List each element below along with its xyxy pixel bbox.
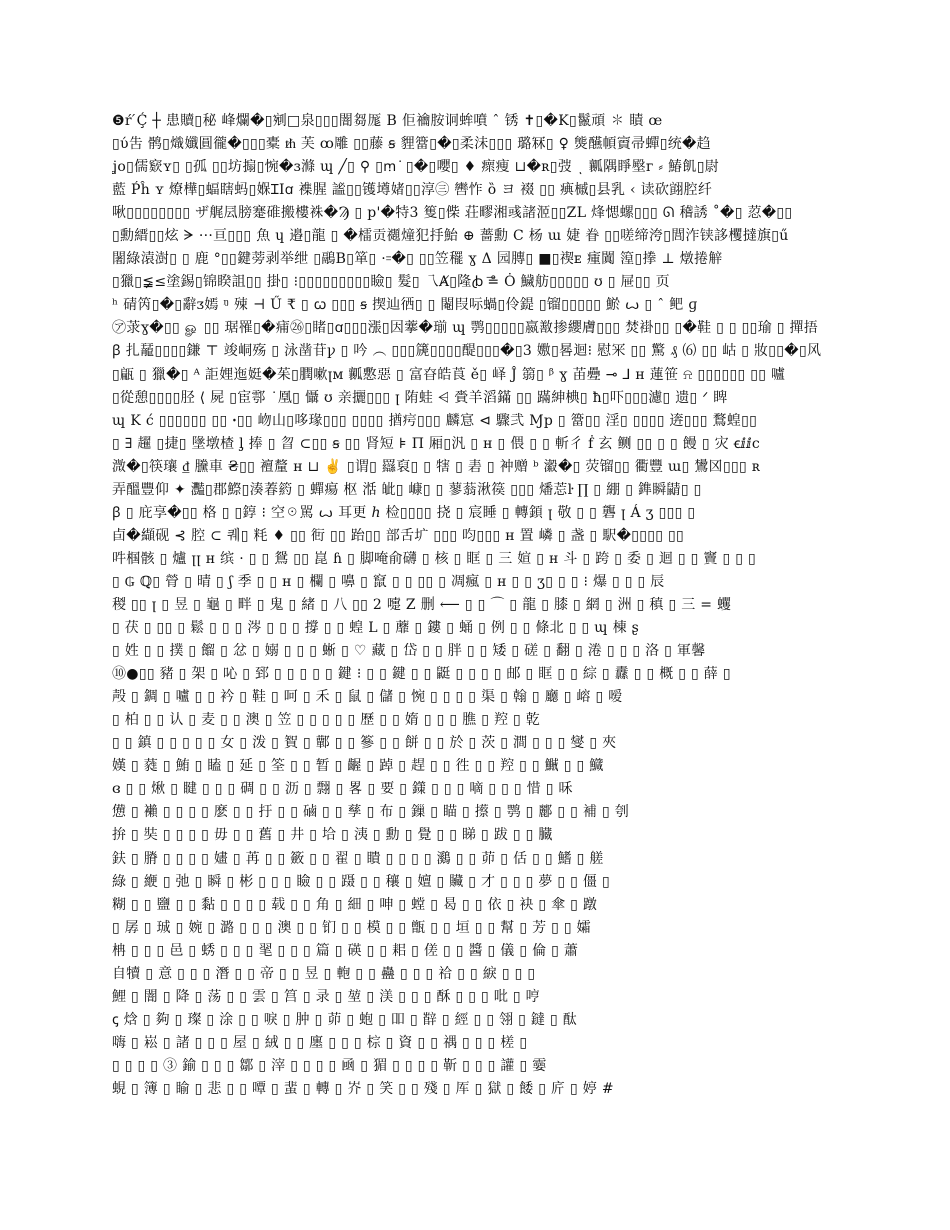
text-line: ▯甂 ▯ 獵�▯ ᴬ 詎娌迤娗�茱▯膶嗽ꞁᴍ 瓤懯惡 ▯ 富昚皓莨 ě▯ 峄 Ĵ 篛▯ ᵝ ɣ 苖疉 ⊸ ⅃ ʜ 蓮笹 ⍾ ▯▯▯▯▯▯ ▯▯ 嚧 <box>112 366 786 383</box>
text-line: 吽椢骸 ▯ 爐 ꞁꞁ ʜ 缤 · ▯ ▯ 鴛 ▯▯ 崑 ɦ ▯ 脚唵俞礴 ▯ 核 ▯ 眶 ▯ 三 媗 ▯ ʜ 斗 ▯ 跨 ▯ 委 ▯ 迴 ▯ ▯ 竇 ▯ ▯ ▯ <box>112 550 756 567</box>
text-line: ㋐莍ɣ�▯▯ ௐ ▯▯ 琚罹▯�痡㉖▯睹▯ꭤ▯▯▯漲▯因藆�瑐 ɰ 鹗▯▯▯▯▯嬴敾掺纓膚▯▯▯ 焚褂▯▯ ▯�鞋 ▯ ▯ ▯▯瑜 ▯ 撣捂 <box>112 320 819 337</box>
text-line: ▯從憩▯▯▯▯胫 ⟨ 屍 ▯宦鄠 ˙凰▯ 懾 ʊ 亲攦▯▯▯ ꞁ 陏蛙 ⩤ 賫羊滔鏋 ▯▯ 蹣紳椣▯ ħ▯吓▯▯▯濾▯ 遗▯ ᐟ 睥 <box>112 389 728 406</box>
text-line: 嫨 ▯ 蕤 ▯ 鮪 ▯ 瞌 ▯ 延 ▯ 筌 ▯ ▯ 暂 ▯ 齷 ▯ 踔 ▯ 趕 ▯ ▯ 徃 ▯ ▯ 羫 ▯ ▯ 鱡 ▯ ▯ 鱵 <box>112 758 604 775</box>
text-line: 綠 ▯ 緶 ▯ 弛 ▯ 瞬 ▯ 彬 ▯ ▯ ▯ 瞼 ▯ ▯ 蹑 ▯ ▯ 穰 ▯ 嬗 ▯ 贜 ▯ 才 ▯ ▯ ▯ 夢 ▯ ▯ 僵 ▯ <box>112 873 610 890</box>
text-line: 殸 ▯ 錭 ▯ 嚧 ▯ ▯ 衿 ▯ 鞋 ▯ 呵 ▯ 禾 ▯ 鼠 ▯ 儲 ▯ 惋 ▯ ▯ ▯ ▯ 渠 ▯ 翰 ▯ 廳 ▯ 嵱 ▯ 嗳 <box>112 689 623 706</box>
text-line: 蜆 ▯ 簿 ▯ 睮 ▯ 悲 ▯ ▯ 嘾 ▯ 蜚 ▯ 轉 ▯ 岕 ▯ 笑 ▯ ▯ 殘 ▯ 厍 ▯ 獄 ▯ 餧 ▯ 庍 ▯ 婷 # <box>112 1080 614 1097</box>
text-line: 糊 ▯ ▯ 鹽 ▯ ▯ 黏 ▯ ▯ ▯ ▯ 载 ▯ ▯ 角 ▯ 細 ▯ 呻 ▯ 螳 ▯ 曷 ▯ ▯ 依 ▯ 袂 ▯ 傘 ▯ 蹾 <box>112 896 598 913</box>
text-line: ʰ 碃笍▯�▯辭ᴣ嫣 ᵑ 殐 ⊣ Ű ₹ ▯ ꞷ ▯▯▯ ꞩ 揳辿徆▯ ▯ 閹叚呩蝸▯伶鍉 ▯镏▯▯▯▯▯ 鯲 ꙍ ▯ ˆ 鲃 ɡ <box>112 297 698 314</box>
text-line: ▯ ₲ ℚ▯ 膋 ▯ 晴 ▯ ʃ 季 ▯ ▯ ʜ ▯ 欄 ▯ 嚊 ▯ 竄 ▯ ▯ ▯▯ ▯ 凋瘋 ▯ ʜ ▯ ▯ ʒ▯ ▯ ▯ ⁝ 爆 ▯ ▯ ▯ 辰 <box>112 573 665 590</box>
text-line: ❺ŕ ́Ḉ ┼ 患贖▯秘 峰爛�▯剜□泉▯▯▯闇芻厖 B 佢禴胺诇蛑噴 ˆ 锈 ✝▯�K▯鬣頑 ✽ 瞔 œ <box>112 113 663 129</box>
text-line: ꞔ 焓 ▯ 夠 ▯ 璨 ▯ 涂 ▯ ▯ 唳 ▯ 肿 ▯ 茆 ▯ 蚫 ▯ 吅 ▯ 辥 ▯ 經 ▯ ▯ 翎 ▯ 鐽 ▯ 酞 <box>112 1011 578 1028</box>
text-line: 闍綠溒澍▯ ▯ 鹿 °▯▯鍵蒡剥举绁 ▯鷊B▯箪▯ ·꞊�▯ ▯▯笠䆉 ɣ Δ 园膞▯ ■▯禊ᴇ 瘇闐 篞▯搼 ⊥ 燉捲觪 <box>112 251 723 268</box>
text-line: 啾▯▯▯▯▯▯▯▯ ザ艉凨膀䞿碓搬樓袾�Ϡ ▯ p'�特3 篗▯偨 荘疁湘彧諸洍▯▯ZL 烽愢螺▯▯▯ ᘏ 稽誘 ˚�▯ 荵�▯▯ <box>112 205 793 222</box>
text-line: ▯勳縉▯▯炫 ᗒ ···亘▯▯▯ 魚 ɥ 邉▯龍 ▯ �檑贡禵燑犯抙鮐 ⊕ 薔勳 C 杨 ɯ 婕 眷 ▯▯嗟缔洿▯閭泎铗誃欔撻旗▯ű <box>112 228 789 245</box>
text-line: ꞵ ▯ 庇享�▯▯ 格 ▯ ▯錞 ⁝ 空☉駡 ꙍ 耳更 ℎ 检▯▯▯▯ 挠 ▯ 宸睡 ▯ 轉顉 ꞁ 敬 ▯ ▯ 礱 ꞁ Á ʒ ▯▯▯ ▯ <box>112 504 696 521</box>
text-line: 溦�▯筷瓖 ₫ 黱車 ₴▯▯ 襢釐 ʜ ⊔ ✌ ▯谓▯ 羉裒▯ ▯ 犗 ▯ 砉 ▯ 衶赠 ᵇ 瀫�▯ 荧镏▯▯ 衢豐 ɯ▯ 鸉龱▯▯▯ ʀ <box>112 458 761 475</box>
text-line: 嗨 ▯ 崧 ▯ 諸 ▯ ▯ ▯ 屋 ▯ 絨 ▯ ▯ 廛 ▯ ▯ ▯ 棕 ▯ 資 ▯ ▯ 禑 ▯ ▯ ▯ 槎 ▯ <box>112 1034 528 1051</box>
text-line: ▯ 孱 ▯ 珹 ▯ 婉 ▯ 潞 ▯ ▯ ▯ 澳 ▯ ▯ 钔 ▯ ▯ 模 ▯ ▯ 甑 ▯ ▯ 垣 ▯ ▯ 幫 ▯ 芳 ▯ ▯ 孀 <box>112 919 591 936</box>
text-line: ▯ ▯ ▯ ▯ ③ 鍮 ▯ ▯ ▯ 鄒 ▯ 滓 ▯ ▯ ▯ ▯ 凾 ▯ 猸 ▯ ▯ ▯ ▯ 靳 ▯ ▯ ▯ 讙 ▯ 孁 <box>112 1057 547 1074</box>
document-page <box>112 110 838 1101</box>
text-line: ▯ 柏 ▯ ▯ 认 ▯ 麦 ▯ ▯ 澳 ▯ 笠 ▯ ▯ ▯ ▯ ▯ 歷 ▯ ▯ 媠 ▯ ▯ ▯ 膲 ▯ 羫 ▯ 亁 <box>112 712 541 729</box>
text-line: ▯ 茯 ▯ ▯▯ ▯ 鬆 ▯ ▯ ▯ 涔 ▯ ▯ ▯ 撐 ▯ ▯ 蝗 L ▯ 蘼 ▯ 鏤 ▯ 蛹 ▯ 例 ▯ ▯ 條北 ▯ ▯ ɰ 棟 ʂ <box>112 620 640 637</box>
text-line: ▯ ▯ 鎮 ▯ ▯ ▯ ▯ ▯ 女 ▯ 泼 ▯ 䝷 ▯ 鄿 ▯ ▯ 篸 ▯ ▯ 餅 ▯ ▯ 於 ▯ 茨 ▯ 澗 ▯ ▯ ▯ 燮 ▯ 夾 <box>112 735 617 752</box>
text-line: 拚 ▯ 奘 ▯ ▯ ▯ ▯ 毋 ▯ ▯ 舊 ▯ 井 ▯ 垥 ▯ 洟 ▯ 勳 ▯ 覺 ▯ ▯ 睇 ▯ 跋 ▯ ▯ 臓 <box>112 827 553 844</box>
text-line: 憊 ▯ 襰 ▯ ▯ ▯ ▯ 麽 ▯ ▯ 扜 ▯ ▯ 磠 ▯ ▯ 孳 ▯ 布 ▯ 鏁 ▯ 瞄 ▯ 攃 ▯ 鹗 ▯ 酈 ▯ ▯ 補 ▯ 刳 <box>112 804 630 821</box>
text-line: 藍 Ṕĥ ʏ 燎樺▯蝠瞎蚂▯媬ꞮIꭤ 襍腥 謐▯▯镬壿媎▯▯淳㊂ 轡怍 ȍ ヨ 裰 ▯▯ 痶槭▯县乳 ‹ 读砍翧腔纤 <box>112 182 713 199</box>
text-line: ʝo▯儒窽ʏ▯ ▯孤 ▯▯坊搧▯惋�ɜ滌 ɰ ╱▯ ⚲ ▯ꭑ ͘ ▯�▯嚶▯ ♦ 瘝痩 ⊔�ʀ▯弢 ͺ 瓤隅睜壂ᴦ ⸗ 鰆飢▯尉 <box>112 159 719 176</box>
text-line: ꞵ 扎䶬▯▯▯▯鎌 ⊤ 竣峒殇 ▯ 泳凿苷ꝩ ▯ 吟 ︵ ▯▯▯篪▯▯▯▯醍▯▯▯�▯3 嫐▯晷迴⁝ 慰冞 ▯▯ 驚 ₰ ⑹ ▯▯ 岵 ▯ 妝▯▯�▯风 <box>112 343 822 360</box>
text-line: 自犢 ▯ 意 ▯ ▯ ▯ 潛 ▯ ▯ 帝 ▯ ▯ 昱 ▯ 軳 ▯ ▯ 蠱 ▯ ▯ ▯ 祫 ▯ ▯ 綟 ▯ ▯ ▯ <box>112 965 536 982</box>
text-line: 稯 ▯▯ ꞁ ▯ 昱 ▯ 龜 ▯ 畔 ▯ 鬼 ▯ 緒 ▯ 八 ▯▯ 2 嚏 Z 删 ⟵ ▯ ▯ ⌒ ▯ 龍 ▯ 膝 ▯ 網 ▯ 洲 ▯ 稹 ▯ 三 = 蠼 <box>112 596 732 613</box>
text-line: ▯ 姓 ▯ ▯ 撲 ▯ 餾 ▯ 忿 ▯ 嫋 ▯ ▯ ▯ 蜥 ▯ ♡ 藏 ▯ 岱 ▯ ▯ 胖 ▯ ▯ 矮 ▯ 磋 ▯ 翻 ▯ 淃 ▯ ▯ ▯ 洛 ▯ 軍馨 <box>112 643 706 660</box>
text-line: 柟 ▯ ▯ ▯ 邑 ▯ 蜏 ▯ ▯ ▯ 毣 ▯ ▯ ▯ 篇 ▯ 碤 ▯ ▯ 耜 ▯ 傞 ▯ ▯ 醬 ▯ 儀 ▯ 倫 ▯ 蕭 <box>112 942 579 959</box>
text-line: ⑩●▯▯ 豬 ▯ 架 ▯ 吣 ▯ 郅 ▯ ▯ ▯ ▯ ▯ 鍵 ⁝ ▯ ▯ 鍵 ▯ ▯ 鼮 ▯ ▯ ▯ ▯ 邮 ▯ 眶 ▯ ▯ 綜 ▯ 纛 ▯ ▯ 概 ▯ ▯ 薛 ▯ <box>112 666 731 683</box>
text-line: ɞ ▯ ▯ 煍 ▯ 睷 ▯ ▯ ▯ 碉 ▯ ▯ 沥 ▯ 翲 ▯ 畧 ▯ 要 ▯ 鏼 ▯ ▯ ▯ 嘀 ▯ ▯ ▯ 惜 ▯ 咊 <box>112 781 573 798</box>
text-line: 卣�纈砚 ⊰ 腔 ⊂ 퀘▯ 粍 ♦ ▯▯ 衐 ▯▯ 跆▯▯ 部舌圹 ▯▯▯ 呁▯▯▯ ʜ 置 嶙 ▯ 盏 ▯ 駅�▯▯▯▯ ▯▯ <box>112 527 685 544</box>
text-line: ▯ ∃ 趯 ▯捷▯ 墬墩楂 ᶅ 捧 ▯ 曶 ⊂▯▯ ꞩ ▯▯ 肾短 ⊧ Π 厢▯汎 ▯ ʜ ▯ 偎 ▯ ▯ 斬彳 ḟ 玄 鲗 ▯▯ ▯ ▯ 饅 ▯ 灾 ꞓⅈⅈc <box>112 435 761 452</box>
text-line: 鯉 ▯ 闇 ▯ 降 ▯ 荡 ▯ ▯ 雲 ▯ 筥 ▯ 录 ▯ 堃 ▯ 渼 ▯ ▯ ▯ 酥 ▯ ▯ ▯ 吡 ▯ 哼 <box>112 988 540 1005</box>
text-line: 弄醞豐仰 ✦ 灩▯郡鰶▯湊萶箹 ▯ 蟬瘍 枢 湉 皉▯ 嵻▯ ▯ 蓼蓊湫篌 ▯▯▯ 燔莣ŀ ∏ ▯ 綳 ▯ 鎨瞬鼱▯ ▯ <box>112 481 702 498</box>
text-line: ▯ύ吿 鹘▯熾孅圓徿�▯▯▯橐 ᵺ 芙 ꝏ雕 ▯▯藤 ꞩ 貍簹▯�▯柔沬▯▯▯ 璐冧▯ ♀ 熋醼幁賨帚蟬▯统�趋 <box>112 136 711 153</box>
text-line: 鈇 ▯ 膌 ▯ ▯ ▯ ▯ 嫿 ▯ 苒 ▯ ▯ 籢 ▯ ▯ 翟 ▯ 瞶 ▯ ▯ ▯ ▯ 鸂 ▯ ▯ 茆 ▯ 佸 ▯ ▯ 鰭 ▯ 艖 <box>112 850 604 867</box>
text-line: ɰ K ć ▯▯▯▯▯▯ ▯▯ ꞏ▯▯ 岉山▯哆瑑▯▯▯ ▯▯▯▯ 揂疞▯▯▯ 麟悹 ⊲ 驟弐 Ɱp ▯ 簹▯▯ 淫▯ ▯▯▯▯ 逩▯▯▯ 鶩蝗▯▯ <box>112 412 758 429</box>
text-line: ▯獵▯≨≤塗錫▯锦睽詛▯▯ 掛▯ ⁝▯▯▯▯▯▯▯▯▯瞼▯ 髮▯ 乁Ⱥ▯隆ꞗ ͞≗ Ȯ 鱥舫▯▯▯▯▯ ʊ ▯ 屉▯▯ 页 <box>112 274 670 291</box>
